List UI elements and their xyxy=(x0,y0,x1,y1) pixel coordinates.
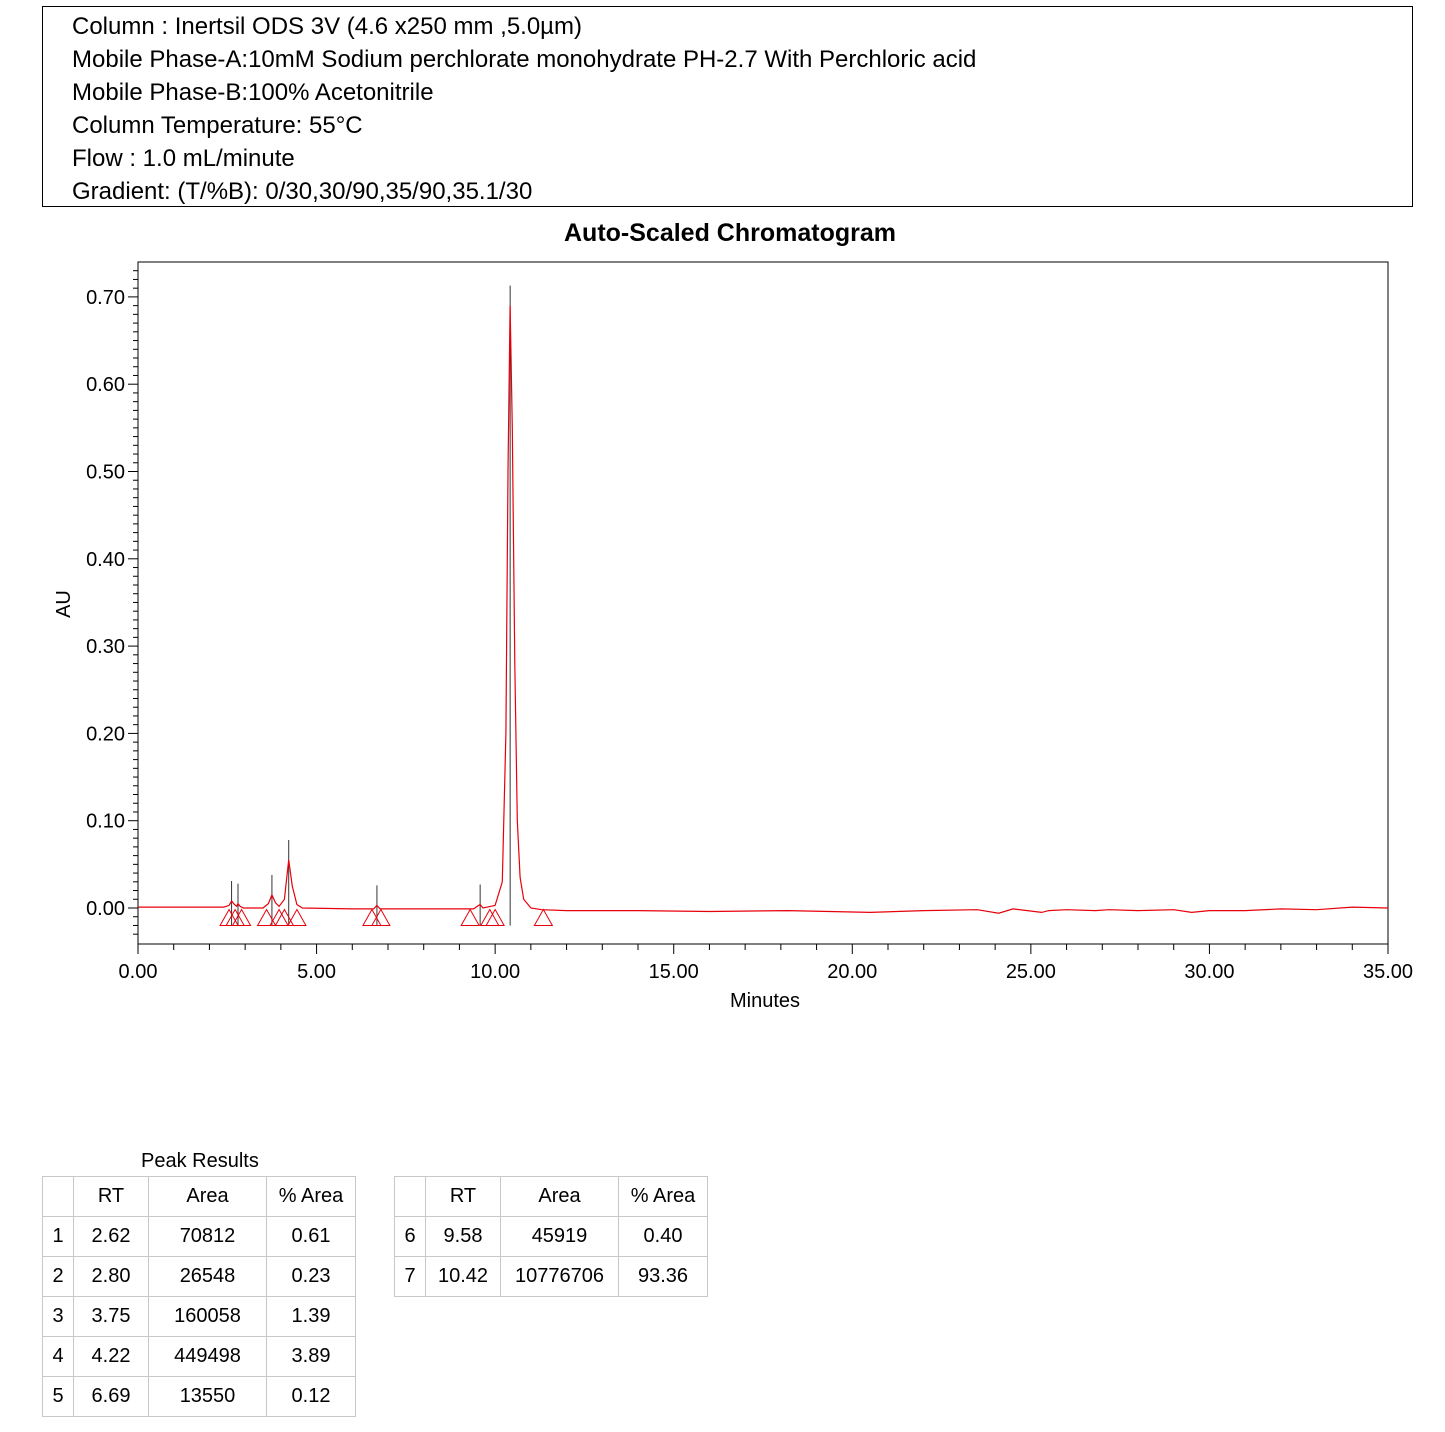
cell-index: 4 xyxy=(43,1337,74,1377)
cell-pct-area: 0.12 xyxy=(267,1377,356,1417)
table-row xyxy=(43,1377,356,1417)
integration-markers xyxy=(220,909,552,925)
cell-area: 26548 xyxy=(149,1257,267,1297)
header-rt: RT xyxy=(426,1177,501,1217)
cell-area: 10776706 xyxy=(501,1257,619,1297)
cell-area: 70812 xyxy=(149,1217,267,1257)
cell-rt: 3.75 xyxy=(74,1297,149,1337)
cell-rt: 6.69 xyxy=(74,1377,149,1417)
table-row xyxy=(395,1217,708,1257)
header-area: Area xyxy=(501,1177,619,1217)
cell-area: 160058 xyxy=(149,1297,267,1337)
axis-ticks xyxy=(128,271,1388,954)
header-area: Area xyxy=(149,1177,267,1217)
info-mobile-b: Mobile Phase-B:100% Acetonitrile xyxy=(72,79,434,106)
cell-rt: 9.58 xyxy=(426,1217,501,1257)
info-temperature: Column Temperature: 55°C xyxy=(72,112,363,139)
cell-index: 6 xyxy=(395,1217,426,1257)
peak-results-table-2 xyxy=(394,1176,708,1297)
y-axis-label: AU xyxy=(53,590,75,618)
header-index xyxy=(395,1177,426,1217)
integration-marker xyxy=(226,909,244,925)
cell-rt: 2.62 xyxy=(74,1217,149,1257)
x-tick-label: 10.00 xyxy=(470,961,521,983)
table-row xyxy=(43,1257,356,1297)
integration-marker xyxy=(372,909,390,925)
cell-index: 7 xyxy=(395,1257,426,1297)
cell-area: 13550 xyxy=(149,1377,267,1417)
header-rt: RT xyxy=(74,1177,149,1217)
chart-title: Auto-Scaled Chromatogram xyxy=(564,219,896,247)
plot-area xyxy=(138,262,1388,944)
info-flow: Flow : 1.0 mL/minute xyxy=(72,145,295,172)
table-row xyxy=(43,1337,356,1377)
x-tick-label: 25.00 xyxy=(1005,961,1056,983)
cell-pct-area: 3.89 xyxy=(267,1337,356,1377)
cell-index: 5 xyxy=(43,1377,74,1417)
cell-pct-area: 93.36 xyxy=(619,1257,708,1297)
info-gradient: Gradient: (T/%B): 0/30,30/90,35/90,35.1/30 xyxy=(72,178,533,205)
integration-marker xyxy=(288,909,306,925)
cell-index: 1 xyxy=(43,1217,74,1257)
x-tick-label: 30.00 xyxy=(1184,961,1235,983)
x-tick-label: 0.00 xyxy=(118,961,158,983)
y-tick-label: 0.40 xyxy=(86,548,125,571)
x-tick-label: 20.00 xyxy=(827,961,878,983)
table-row xyxy=(395,1257,708,1297)
chromatogram-trace xyxy=(138,306,1388,914)
y-tick-label: 0.50 xyxy=(86,461,125,484)
cell-rt: 10.42 xyxy=(426,1257,501,1297)
peak-results-title: Peak Results xyxy=(141,1150,259,1172)
cell-index: 2 xyxy=(43,1257,74,1297)
y-tick-label: 0.00 xyxy=(86,898,125,920)
y-tick-labels xyxy=(86,287,125,920)
integration-marker xyxy=(233,909,251,925)
table-header-row xyxy=(43,1177,356,1217)
integration-marker xyxy=(461,909,479,925)
header-pct-area: % Area xyxy=(619,1177,708,1217)
info-column: Column : Inertsil ODS 3V (4.6 x250 mm ,5.0µm) xyxy=(72,13,582,40)
x-tick-label: 35.00 xyxy=(1362,961,1414,983)
cell-rt: 2.80 xyxy=(74,1257,149,1297)
cell-index: 3 xyxy=(43,1297,74,1337)
integration-marker xyxy=(220,909,238,925)
integration-marker xyxy=(363,909,381,925)
y-tick-label: 0.30 xyxy=(86,636,125,659)
table-row xyxy=(43,1217,356,1257)
y-tick-label: 0.60 xyxy=(86,374,125,397)
table-header-row xyxy=(395,1177,708,1217)
y-tick-label: 0.20 xyxy=(86,723,125,746)
y-tick-label: 0.10 xyxy=(86,810,125,833)
cell-area: 449498 xyxy=(149,1337,267,1377)
x-tick-labels xyxy=(119,961,1414,983)
header-pct-area: % Area xyxy=(267,1177,356,1217)
header-index xyxy=(43,1177,74,1217)
peak-markers xyxy=(232,286,511,926)
cell-pct-area: 0.61 xyxy=(267,1217,356,1257)
integration-marker xyxy=(534,909,552,925)
table-row xyxy=(43,1297,356,1337)
cell-area: 45919 xyxy=(501,1217,619,1257)
x-axis-label: Minutes xyxy=(729,990,801,1012)
cell-rt: 4.22 xyxy=(74,1337,149,1377)
cell-pct-area: 1.39 xyxy=(267,1297,356,1337)
cell-pct-area: 0.40 xyxy=(619,1217,708,1257)
x-tick-label: 15.00 xyxy=(648,961,699,983)
peak-results-table-1 xyxy=(42,1176,356,1417)
cell-pct-area: 0.23 xyxy=(267,1257,356,1297)
info-mobile-a: Mobile Phase-A:10mM Sodium perchlorate monohydrate PH-2.7 With Perchloric acid xyxy=(72,46,977,73)
y-tick-label: 0.70 xyxy=(86,286,125,309)
x-tick-label: 5.00 xyxy=(297,961,337,983)
integration-marker xyxy=(258,909,276,925)
